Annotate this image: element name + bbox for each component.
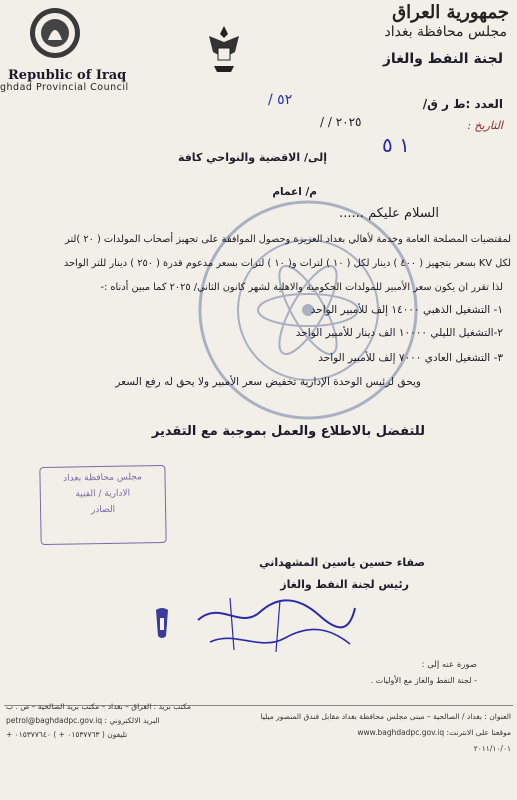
closing-line: للتفضل بالاطلاع والعمل بموجبة مع التقدير (151, 424, 425, 439)
body-line-3: لذا تقرر ان يكون سعر الأمبير للمولدات الحكومية والاهلية لشهر كانون الثاني/ ٢٠٢٥ كما مبين أدناه :- (100, 282, 503, 293)
small-emblem-icon (152, 606, 172, 640)
body-line-1: لمقتضيات المصلحة العامة وخدمة لأهالي بغداد العزيزة وحصول الموافقة على تجهيز أصحاب المولدات ( ٢٠ )لتر (65, 234, 511, 245)
reference-number: ٥٢ / (268, 92, 293, 108)
date-label: التاريخ : (467, 119, 503, 132)
stamp-line-3: الصادر (90, 504, 116, 516)
signatory-name: صفاء حسين ياسين المشهداني (259, 556, 425, 569)
footer-phone: تليفون ( ٠١٥٣٧٧٦٣ + ) ٠١٥٣٧٧٦٤٠ + (6, 730, 128, 739)
council-emblem-icon (28, 6, 82, 60)
body-note: ويحق لرئيس الوحدة الإدارية تخفيض سعر الأمبير ولا يحق له رفع السعر (115, 376, 421, 388)
stamp-line-2: الادارية / الفنية (75, 488, 131, 500)
footer-email: البريد الالكتروني : petrol@baghdadpc.gov.iq (6, 716, 160, 725)
eagle-emblem-icon (205, 22, 243, 76)
price-item-night: ٢-التشغيل الليلي ١٠٠٠٠ الف دينار للأمبير الواحد (295, 327, 503, 339)
body-line-2: لكل KV بسعر بتجهيز ( ٤٠٠ ) دينار لكل ( ١٠ ) لترات و( ١٠ ) لترات بسعر مدعوم قدرة ( ٢٥٠ ) دينار للتر الواحد (63, 258, 511, 269)
signatory-title: رئيس لجنة النفط والغاز (280, 578, 409, 591)
english-council-name: ghdad Provincial Council (0, 82, 129, 93)
recipient-line: إلى/ الاقضية والنواحي كافة (177, 151, 327, 164)
price-item-regular: ٣- التشغيل العادي ٧٠٠٠ إلف للأمبير الواحد (318, 352, 503, 364)
arabic-council-name: مجلس محافظة بغداد (384, 24, 507, 40)
committee-name: لجنة النفط والغاز (382, 51, 503, 67)
date-value: ٢٠٢٥ / / (320, 115, 362, 129)
footer-date: ٢٠١١/١٠/٠١ (473, 744, 511, 753)
english-republic-name: Republic of Iraq (8, 68, 127, 83)
receipt-stamp (39, 465, 166, 545)
footer-website: موقعنا على الانترنت: www.baghdadpc.gov.iq (357, 728, 511, 737)
copies-label: صورة عنه إلى : (421, 660, 477, 670)
footer-address: العنوان : بغداد / الصالحية – مبنى مجلس محافظة بغداد مقابل فندق المنصور ميليا (260, 712, 511, 721)
stamp-line-1: مجلس محافظة بغداد (63, 472, 143, 484)
arabic-country-name: جمهورية العراق (392, 2, 509, 23)
handwritten-signature-icon (190, 590, 360, 660)
footer-mailbox: مكتب بريد : العراق – بغداد – مكتب بريد الصالحية – ص . ب (6, 702, 192, 711)
copies-item: - لجنة النفط والغاز مع الأوليات . (370, 676, 477, 685)
reference-label: العدد :ط ر ق/ (422, 97, 503, 111)
handwritten-date: ١ ٥ (382, 133, 410, 157)
subject-line: م/ اعمام (272, 186, 317, 198)
greeting: السلام عليكم ...... (339, 206, 439, 221)
price-item-gold: ١- التشغيل الذهبي ١٤٠٠٠ إلف للأمبير الواحد (310, 304, 503, 316)
